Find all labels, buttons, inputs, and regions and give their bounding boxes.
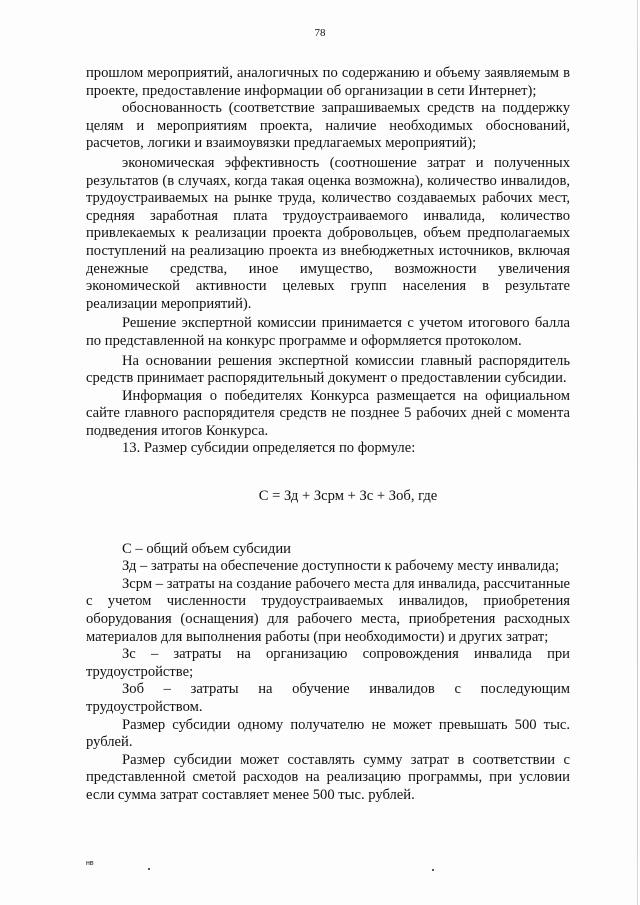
criterion-validity: обоснованность (соответствие запрашиваемых средств на поддержку целям и мероприятиям проекта, наличие необходимых обоснований, расчетов, логики и взаимоувязки предлагаемых мероприятий); [86,100,570,152]
subsidy-formula: С = Зд + Зсрм + Зс + Зоб, где [258,488,438,505]
document-body [86,65,570,805]
page-number: 78 [314,27,326,39]
section-13-heading: 13. Размер субсидии определяется по формуле: [122,440,416,457]
criterion-efficiency: экономическая эффективность (соотношение затрат и полученных результатов (в случаях, когда такая оценка возможна), количество инвалидов, трудоустраиваемых на рынке труда, количество создаваемых рабочих мест, средняя заработная плата трудоустраиваемого инвалида, количество привлекаемых к реализации проекта добровольцев, объем предполагаемых поступлений на реализацию проекта из внебюджетных источников, включая денежные средства, иное имущество, возможности увеличения экономической активности целевых групп населения в результате реализации мероприятий). [86,154,570,312]
definition-training-costs: Зоб – затраты на обучение инвалидов с последующим трудоустройством. [86,681,570,715]
paragraph-subsidy-amount: Размер субсидии может составлять сумму затрат в соответствии с представленной сметой расходов на реализацию программы, при условии если сумма затрат составляет менее 500 тыс. рублей. [86,751,570,803]
paragraph-administrative-document: На основании решения экспертной комиссии главный распорядитель средств принимает распорядительный документ о предоставлении субсидии. [86,352,570,387]
definition-workplace-costs: Зсрм – затраты на создание рабочего места для инвалида, рассчитанные с учетом численности трудоустраиваемых инвалидов, приобретения оборудования (оснащения) для рабочего места, приобретения расходных материалов для выполнения работы (при необходимости) и других затрат; [86,575,570,645]
paragraph-subsidy-limit: Размер субсидии одному получателю не может превышать 500 тыс. рублей. [86,716,570,751]
paragraph-winners-info: Информация о победителях Конкурса размещается на официальном сайте главного распорядителя средств не позднее 5 рабочих дней с момента подведения итогов Конкурса. [86,387,570,439]
definition-total: С – общий объем субсидии [122,540,291,557]
definition-accessibility-costs: Зд – затраты на обеспечение доступности к рабочему месту инвалида; [122,558,560,575]
scan-speck [432,869,434,871]
paragraph-commission-decision: Решение экспертной комиссии принимается с учетом итогового балла по представленной на конкурс программе и оформляется протоколом. [86,315,570,349]
footer-code: нв [86,860,94,867]
page-edge-shadow [637,0,638,905]
paragraph-continuation: прошлом мероприятий, аналогичных по содержанию и объему заявляемым в проекте, предоставление информации об организации в сети Интернет); [86,65,570,99]
definition-support-costs: Зс – затраты на организацию сопровождения инвалида при трудоустройстве; [86,646,570,680]
scan-speck [148,868,150,870]
